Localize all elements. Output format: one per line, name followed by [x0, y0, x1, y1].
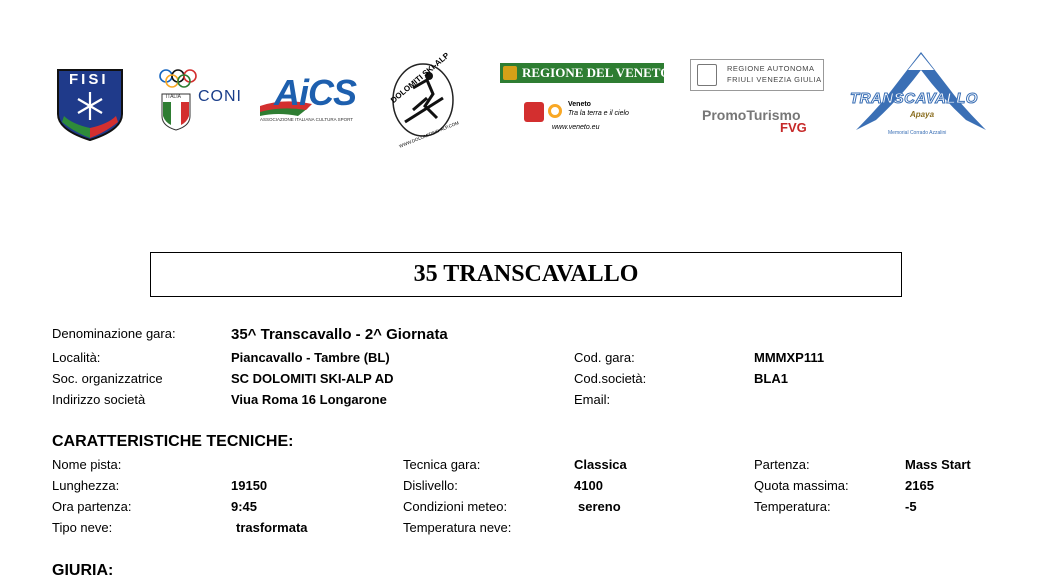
- partenza-label: Partenza:: [754, 457, 810, 472]
- localita-value: Piancavallo - Tambre (BL): [231, 350, 390, 365]
- fisi-logo-text: FISI: [69, 71, 109, 88]
- indirizzo-value: Viua Roma 16 Longarone: [231, 392, 387, 407]
- veneto-lion-icon: [503, 66, 517, 80]
- veneto-tourism-line1: Veneto: [568, 101, 591, 108]
- dislivello-value: 4100: [574, 478, 603, 493]
- ora-partenza-value: 9:45: [231, 499, 258, 514]
- temperatura-value: -5: [905, 499, 917, 514]
- localita-label: Località:: [52, 350, 101, 365]
- tipo-neve-value: trasformata: [236, 520, 308, 535]
- temp-neve-label: Temperatura neve:: [403, 520, 512, 535]
- quota-value: 2165: [905, 478, 934, 493]
- aics-logo-text: AiCS: [274, 72, 357, 113]
- lunghezza-value: 19150: [231, 478, 268, 493]
- email-label: Email:: [574, 392, 611, 407]
- veneto-tourism-logo: [524, 100, 636, 136]
- meteo-value: sereno: [578, 499, 621, 514]
- quota-label: Quota massima:: [754, 478, 849, 493]
- transcavallo-logo: [848, 50, 994, 140]
- tech-heading: CARATTERISTICHE TECNICHE:: [52, 433, 294, 450]
- cod-gara-label: Cod. gara:: [574, 350, 635, 365]
- nome-pista-label: Nome pista:: [52, 457, 122, 472]
- veneto-banner-text: REGIONE DEL VENETO: [522, 65, 671, 80]
- indirizzo-label: Indirizzo società: [52, 392, 146, 407]
- giuria-heading: GIURIA:: [52, 562, 114, 579]
- cod-gara-value: MMMXP111: [754, 350, 825, 365]
- promoturismo-text: PromoTurismo: [702, 107, 801, 123]
- dolomiti-logo-text: DOLOMITI SKI-ALP: [389, 50, 451, 105]
- transcavallo-brand: Apaya: [910, 110, 935, 119]
- dislivello-label: Dislivello:: [403, 478, 458, 493]
- veneto-star-icon: [548, 104, 562, 118]
- dolomiti-logo-url: WWW.DOLOMITISKI-ALP.COM: [398, 120, 460, 149]
- promoturismo-logo: [702, 107, 816, 137]
- veneto-sun-icon: [524, 102, 544, 122]
- page-title: 35 TRANSCAVALLO: [413, 261, 639, 287]
- title-box: [150, 252, 902, 297]
- fvg-line1: REGIONE AUTONOMA: [727, 64, 815, 73]
- coni-logo: [158, 68, 242, 134]
- cod-societa-label: Cod.società:: [574, 371, 647, 386]
- coni-logo-text: CONI: [198, 88, 242, 105]
- denominazione-label: Denominazione gara:: [52, 326, 176, 341]
- dolomiti-skialp-logo: [383, 50, 463, 149]
- promoturismo-fvg-text: FVG: [780, 120, 807, 135]
- regione-veneto-logo: [500, 63, 671, 83]
- aics-logo-subtext: ASSOCIAZIONE ITALIANA CULTURA SPORT: [260, 117, 354, 122]
- fisi-logo: [54, 66, 126, 142]
- meteo-label: Condizioni meteo:: [403, 499, 508, 514]
- soc-organizzatrice-label: Soc. organizzatrice: [52, 371, 163, 386]
- soc-organizzatrice-value: SC DOLOMITI SKI-ALP AD: [231, 371, 394, 386]
- partenza-value: Mass Start: [905, 457, 971, 472]
- coni-italia-text: ITALIA: [166, 94, 181, 100]
- tipo-neve-label: Tipo neve:: [52, 520, 113, 535]
- fvg-logo: [690, 59, 824, 91]
- tecnica-label: Tecnica gara:: [403, 457, 481, 472]
- transcavallo-subtext: Memorial Corrado Azzalini: [888, 130, 947, 136]
- denominazione-value: 35^ Transcavallo - 2^ Giornata: [231, 326, 448, 343]
- temperatura-label: Temperatura:: [754, 499, 831, 514]
- fvg-eagle-icon: [697, 64, 717, 86]
- ora-partenza-label: Ora partenza:: [52, 499, 132, 514]
- aics-logo: [258, 74, 362, 128]
- fvg-line2: FRIULI VENEZIA GIULIA: [727, 75, 822, 84]
- lunghezza-label: Lunghezza:: [52, 478, 120, 493]
- transcavallo-logo-text: TRANSCAVALLO: [850, 90, 978, 107]
- tecnica-value: Classica: [574, 457, 627, 472]
- veneto-tourism-url: www.veneto.eu: [552, 124, 600, 131]
- cod-societa-value: BLA1: [754, 371, 788, 386]
- veneto-tourism-line2: Tra la terra e il cielo: [568, 110, 629, 117]
